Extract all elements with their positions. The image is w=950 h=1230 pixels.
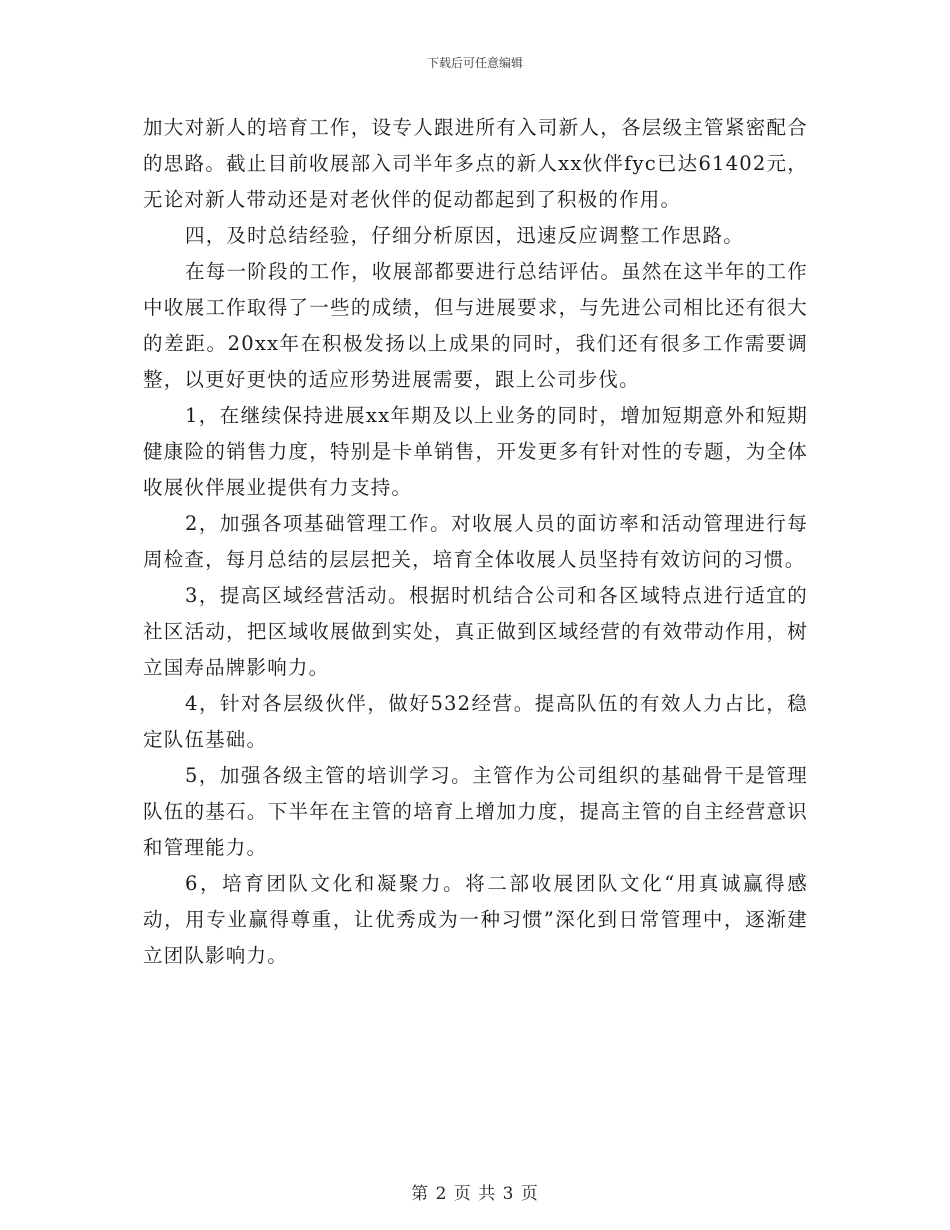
paragraph-1: 加大对新人的培育工作，设专人跟进所有入司新人，各层级主管紧密配合的思路。截止目前收展部入司半年多点的新人xx伙伴fyc已达61402元，无论对新人带动还是对老伙伴的促动都起到了积极的作用。 [143, 116, 808, 211]
paragraph-9: 6，培育团队文化和凝聚力。将二部收展团队文化“用真诚赢得感动，用专业赢得尊重，让优秀成为一种习惯”深化到日常管理中，逐渐建立团队影响力。 [143, 872, 808, 967]
paragraph-5: 2，加强各项基础管理工作。对收展人员的面访率和活动管理进行每周检查，每月总结的层层把关，培育全体收展人员坚持有效访问的习惯。 [143, 512, 808, 571]
page-number-footer: 第 2 页 共 3 页 [411, 1184, 539, 1204]
paragraph-2: 四，及时总结经验，仔细分析原因，迅速反应调整工作思路。 [185, 224, 744, 247]
paragraph-3: 在每一阶段的工作，收展部都要进行总结评估。虽然在这半年的工作中收展工作取得了一些的成绩，但与进展要求，与先进公司相比还有很大的差距。20xx年在积极发扬以上成果的同时，我们还有很多工作需要调整，以更好更快的适应形势进展需要，跟上公司步伐。 [143, 260, 808, 391]
document-body [143, 110, 808, 974]
paragraph-6: 3，提高区域经营活动。根据时机结合公司和各区域特点进行适宜的社区活动，把区域收展做到实处，真正做到区域经营的有效带动作用，树立国寿品牌影响力。 [143, 584, 808, 679]
paragraph-8: 5，加强各级主管的培训学习。主管作为公司组织的基础骨干是管理队伍的基石。下半年在主管的培育上增加力度，提高主管的自主经营意识和管理能力。 [143, 764, 808, 859]
paragraph-7: 4，针对各层级伙伴，做好532经营。提高队伍的有效人力占比，稳定队伍基础。 [143, 692, 808, 751]
page-header: 下载后可任意编辑 [426, 56, 523, 70]
paragraph-4: 1，在继续保持进展xx年期及以上业务的同时，增加短期意外和短期健康险的销售力度，特别是卡单销售，开发更多有针对性的专题，为全体收展伙伴展业提供有力支持。 [143, 404, 808, 499]
